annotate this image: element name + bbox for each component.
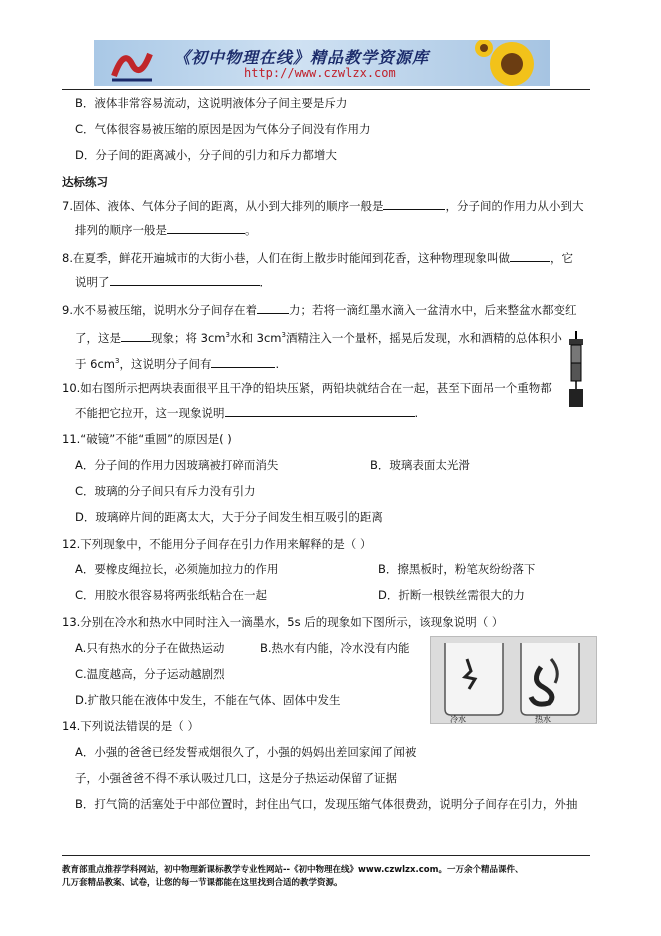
question-7: 7.固体、液体、气体分子间的距离，从小到大排列的顺序一般是 ，分子间的作用力从小到大 <box>62 199 584 213</box>
beakers-icon <box>431 637 596 723</box>
q14-option-b[interactable]: B．打气筒的活塞处于中部位置时，封住出气口，发现压缩气体很费劲，说明分子间存在引力，外抽 <box>75 797 578 811</box>
header-banner <box>94 40 550 86</box>
option-d: D．分子间的距离减小，分子间的引力和斥力都增大 <box>75 148 337 162</box>
caption-cold-water: 冷水 <box>450 715 466 724</box>
caption-hot-water: 热水 <box>535 715 551 724</box>
q13-option-a[interactable]: A.只有热水的分子在做热运动 <box>75 641 225 655</box>
question-8-cont: 说明了 ． <box>75 275 271 289</box>
q13-option-d[interactable]: D.扩散只能在液体中发生，不能在气体、固体中发生 <box>75 693 341 707</box>
q11-option-a[interactable]: A．分子间的作用力因玻璃被打碎而消失 <box>75 458 279 472</box>
q11-option-c[interactable]: C．玻璃的分子间只有斥力没有引力 <box>75 484 256 498</box>
question-10-cont: 不能把它拉开，这一现象说明 . <box>75 406 419 420</box>
banner-title: 《初中物理在线》精品教学资源库 <box>174 48 430 67</box>
q12-option-a[interactable]: A．要橡皮绳拉长，必须施加拉力的作用 <box>75 562 279 576</box>
section-title: 达标练习 <box>62 175 108 189</box>
question-8: 8.在夏季，鲜花开遍城市的大街小巷，人们在街上散步时能闻到花香，这种物理现象叫做 ，它 <box>62 251 573 265</box>
answer-blank[interactable] <box>167 222 245 234</box>
question-9-cont2: 于 $6cm^3$，这说明分子间有 . <box>75 356 280 371</box>
answer-blank[interactable] <box>225 405 415 417</box>
answer-blank[interactable] <box>121 330 151 342</box>
footer-line-1: 教育部重点推荐学科网站，初中物理新课标教学专业性网站--《初中物理在线》www.czwlzx.com。一万余个精品课件、 <box>62 865 524 875</box>
banner-url[interactable]: http://www.czwlzx.com <box>244 66 396 80</box>
q12-option-b[interactable]: B．擦黑板时，粉笔灰纷纷落下 <box>378 562 536 576</box>
logo-icon <box>110 46 154 82</box>
q11-option-d[interactable]: D．玻璃碎片间的距离太大，大于分子间发生相互吸引的距离 <box>75 510 383 524</box>
q14-option-a-cont: 子，小强爸爸不得不承认吸过几口，这是分子热运动保留了证据 <box>75 771 397 785</box>
question-9: 9.水不易被压缩，说明水分子间存在着 力；若将一滴红墨水滴入一盆清水中，后来整盆水都变红 <box>62 303 577 317</box>
question-9-cont: 了，这是 现象；将 $3cm^3$水和 $3cm^3$酒精注入一个量杯，摇晃后发现，水和酒精的总体积小 <box>75 330 562 345</box>
answer-blank[interactable] <box>257 302 289 314</box>
footer-line-2: 几万套精品教案、试卷，让您的每一节课都能在这里找到合适的教学资源。 <box>62 878 343 888</box>
lead-block-apparatus-icon <box>566 331 586 409</box>
footer-rule <box>62 855 590 856</box>
q14-option-a[interactable]: A．小强的爸爸已经发誓戒烟很久了，小强的妈妈出差回家闻了闻被 <box>75 745 417 759</box>
option-c: C．气体很容易被压缩的原因是因为气体分子间没有作用力 <box>75 122 371 136</box>
question-14: 14.下列说法错误的是（ ） <box>62 719 199 733</box>
question-10: 10.如右图所示把两块表面很平且干净的铅块压紧，两铅块就结合在一起，甚至下面吊一个重物都 <box>62 381 552 395</box>
q12-option-d[interactable]: D．折断一根铁丝需很大的力 <box>378 588 525 602</box>
question-12: 12.下列现象中，不能用分子间存在引力作用来解释的是（ ） <box>62 537 372 551</box>
beaker-photo <box>430 636 597 724</box>
answer-blank[interactable] <box>383 198 445 210</box>
header-rule <box>62 89 590 90</box>
sunflower-icon <box>474 40 544 86</box>
answer-blank[interactable] <box>510 250 550 262</box>
question-7-cont: 排列的顺序一般是 。 <box>75 223 257 237</box>
answer-blank[interactable] <box>211 356 275 368</box>
q11-option-b[interactable]: B．玻璃表面太光滑 <box>370 458 470 472</box>
q12-option-c[interactable]: C．用胶水很容易将两张纸粘合在一起 <box>75 588 268 602</box>
q13-option-b[interactable]: B.热水有内能，冷水没有内能 <box>260 641 410 655</box>
q13-option-c[interactable]: C.温度越高，分子运动越剧烈 <box>75 667 225 681</box>
option-b: B．液体非常容易流动，这说明液体分子间主要是斥力 <box>75 96 348 110</box>
question-13: 13.分别在冷水和热水中同时注入一滴墨水，5s 后的现象如下图所示，该现象说明（ ） <box>62 615 504 629</box>
question-11: 11.“破镜”不能“重圆”的原因是( ) <box>62 432 232 446</box>
answer-blank[interactable] <box>110 274 260 286</box>
